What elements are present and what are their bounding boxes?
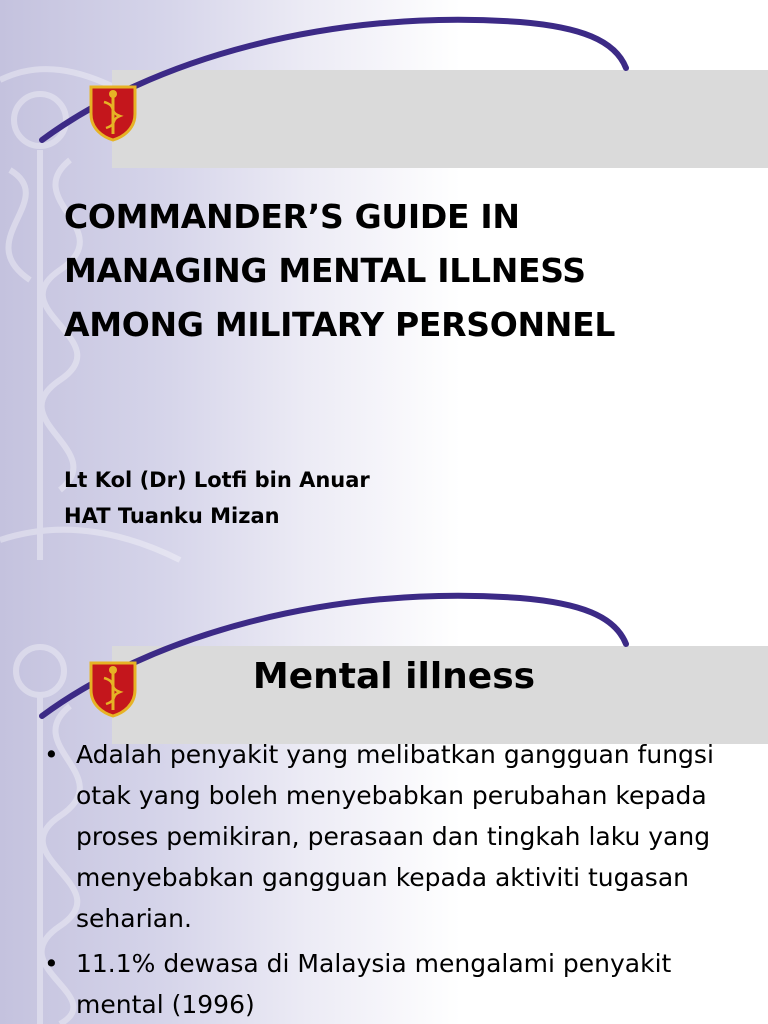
content-slide	[0, 576, 768, 1024]
bullet-icon: •	[44, 740, 59, 769]
bullet-list	[42, 734, 742, 1024]
list-item	[42, 734, 742, 939]
slide-title-text: Mental illness	[252, 656, 536, 697]
list-item	[42, 943, 742, 1024]
author-affiliation: HAT Tuanku Mizan	[64, 504, 280, 528]
title-line: MANAGING MENTAL ILLNESS	[64, 251, 586, 290]
bullet-icon: •	[44, 949, 59, 978]
bullet-text: 11.1% dewasa di Malaysia mengalami penyakit mental (1996)	[76, 949, 672, 1019]
author-block	[64, 462, 370, 534]
slide-title	[64, 190, 744, 352]
military-medical-crest-icon	[88, 84, 138, 142]
bullet-text: Adalah penyakit yang melibatkan gangguan fungsi otak yang boleh menyebabkan perubahan kepada proses pemikiran, perasaan dan tingkah laku yang menyebabkan gangguan kepada aktiviti tugasan seharian.	[76, 740, 714, 933]
author-name: Lt Kol (Dr) Lotfi bin Anuar	[64, 468, 370, 492]
title-line: AMONG MILITARY PERSONNEL	[64, 305, 616, 344]
slide-title	[0, 656, 768, 697]
title-line: COMMANDER’S GUIDE IN	[64, 197, 520, 236]
